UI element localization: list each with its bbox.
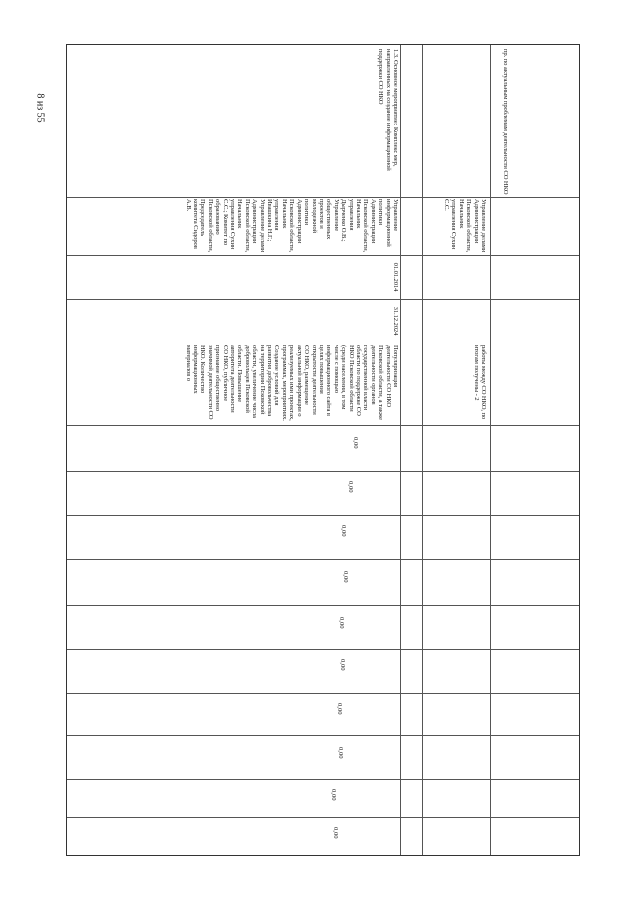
row-divider [422,45,423,855]
col-divider [67,255,579,256]
value-cell: 0,00 [337,747,344,759]
value-cell: 0,00 [342,571,349,583]
prev-result: работы между СО НКО, по итогам получены - 2 [472,345,487,420]
page-number [20,78,60,138]
row-divider [490,45,491,855]
program-table [66,44,580,856]
value-cell: 0,00 [347,481,354,493]
value-cell: 0,00 [336,703,343,715]
row-divider [400,45,401,855]
col-divider [67,817,579,818]
col-divider [67,425,579,426]
col-divider [67,515,579,516]
col-divider [67,471,579,472]
col-divider [67,779,579,780]
value-cell: 0,00 [332,827,339,839]
main-start-date: 01.01.2014 [392,262,399,292]
value-cell: 0,00 [352,437,359,449]
table-wrap [66,44,580,856]
col-divider [67,693,579,694]
value-cell: 0,00 [339,659,346,671]
value-cell: 0,00 [340,525,347,537]
main-description: 1.3. Основное мероприятие: Комплекс мер, направленных на создание информационной поддержки СО НКО [377,49,399,171]
col-divider [67,649,579,650]
col-divider [67,299,579,300]
prev-executor: Управление делами Администрации Псковской области, Начальник управления Сухин С.С. [442,199,487,253]
col-divider [67,735,579,736]
col-divider [67,197,579,198]
prev-empty [511,49,577,195]
value-cell: 0,00 [330,789,337,801]
col-divider [67,559,579,560]
main-end-date: 31.12.2024 [392,306,399,336]
value-cell: 0,00 [338,617,345,629]
col-divider [67,605,579,606]
main-result: Популяризация деятельности СО НКО Псковской области, а также деятельности органов государственной власти области по поддержке СО НКО Псковской области (среди населения, в том числе с помощью информационного сайта в целях повышения открытости деятельности СО НКО, размещение актуальной информации о реализуемых ими проектах, программах, мероприятиях. Создание условий для развития добровольчества на территории Псковской области, увеличение числа добровольцев Псковской области. Повышение авторитета деятельности СО НКО, публичное признание общественно значимой деятельности СО НКО. Количество информационных материалов о [184,345,399,421]
prev-description: пр. по актуальным проблемам деятельности СО НКО [502,49,509,195]
main-executor: Управление информационной политики Администрации Псковской области, Начальник управления Дырченко О.В.; Управление общественных проектов и молодежной политики Администрации Псковской области, Начальник управления Ивашкина Н.Г.; Управление делами Администрации Псковской области, Начальник управления Сухин С.С.; Комитет по образованию Псковской области, Председатель комитета Сидоров А.В. [184,199,399,253]
page-number-label: 8 из 55 [34,93,46,123]
